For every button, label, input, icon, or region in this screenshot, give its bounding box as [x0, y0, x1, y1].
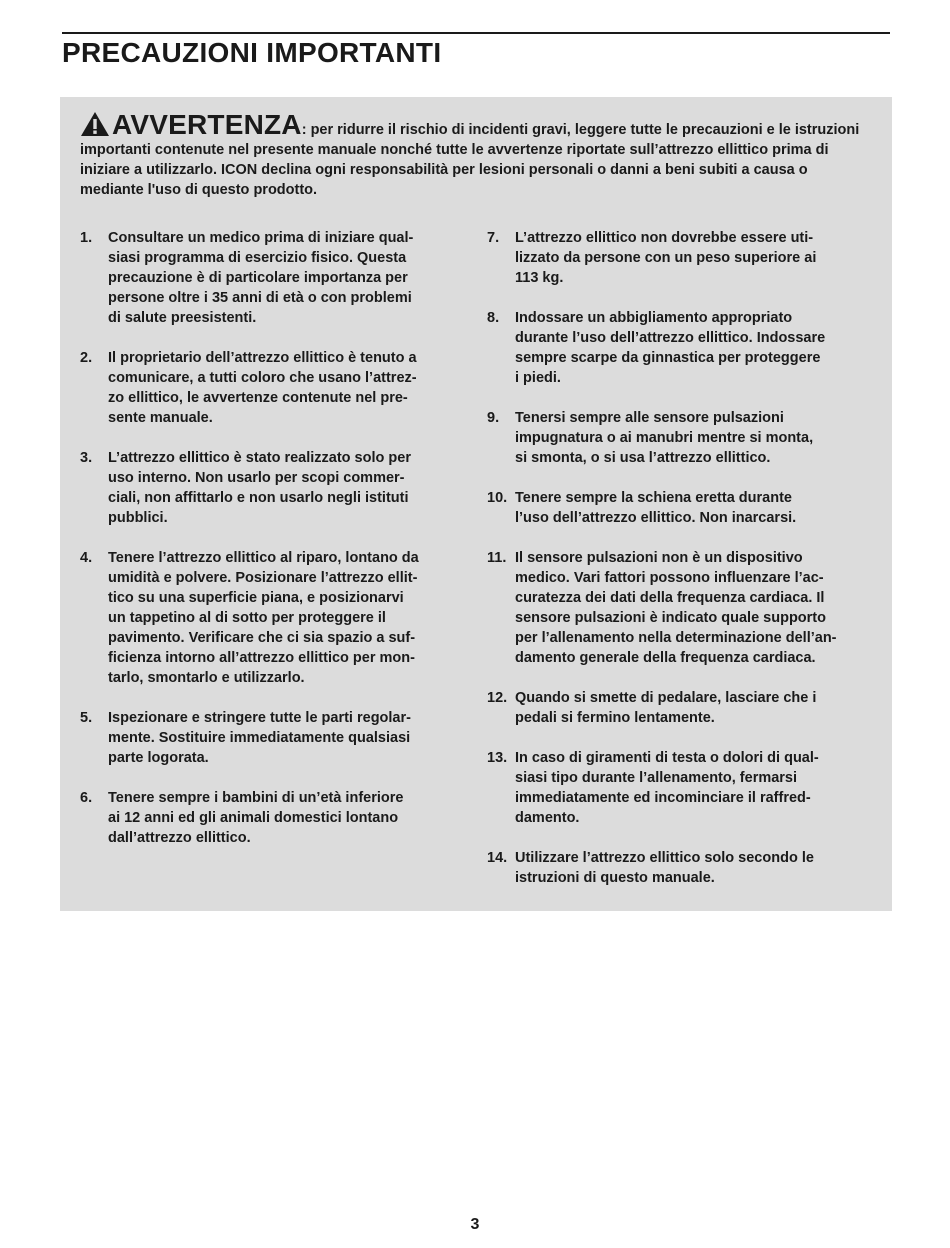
item-number: 13. — [487, 750, 508, 766]
item-text: Utilizzare l’attrezzo ellittico solo secondo le istruzioni di questo manuale. — [515, 850, 814, 886]
item-number: 10. — [487, 490, 508, 506]
item-text: In caso di giramenti di testa o dolori di qual- siasi tipo durante l’allenamento, fermarsi immediatamente ed incominciare il raffred- damento. — [515, 750, 819, 826]
warning-box — [60, 97, 892, 911]
page-title: PRECAUZIONI IMPORTANTI — [62, 37, 442, 68]
item-number: 11. — [487, 550, 507, 566]
item-number: 3. — [80, 450, 93, 466]
item-number: 8. — [487, 310, 500, 326]
precaution-item — [80, 348, 460, 428]
item-text: L’attrezzo ellittico non dovrebbe essere uti- lizzato da persone con un peso superiore ai 113 kg. — [515, 230, 817, 286]
item-number: 9. — [487, 410, 500, 426]
top-rule — [62, 32, 890, 34]
item-number: 2. — [80, 350, 93, 366]
precautions-list-left — [80, 228, 460, 868]
precaution-item — [487, 848, 879, 888]
item-text: Il sensore pulsazioni non è un dispositivo medico. Vari fattori possono influenzare l’ac- curatezza dei dati della frequenza cardiaca. Il sensore pulsazioni è indicato quale supporto per l’allenamento nella determinazione dell’an- damento generale della frequenza cardiaca. — [515, 550, 837, 666]
warning-intro — [80, 111, 872, 200]
precaution-item — [80, 708, 460, 768]
item-number: 6. — [80, 790, 93, 806]
item-text: Consultare un medico prima di iniziare qual- siasi programma di esercizio fisico. Questa precauzione è di particolare importanza per persone oltre i 35 anni di età o con problemi di salute preesistenti. — [108, 230, 414, 326]
warning-word: AVVERTENZA — [112, 109, 302, 140]
item-number: 5. — [80, 710, 93, 726]
precaution-item — [487, 488, 879, 528]
item-text: L’attrezzo ellittico è stato realizzato solo per uso interno. Non usarlo per scopi commer- ciali, non affittarlo e non usarlo negli istituti pubblici. — [108, 450, 411, 526]
item-number: 1. — [80, 230, 93, 246]
precaution-item — [80, 788, 460, 848]
item-text: Ispezionare e stringere tutte le parti regolar- mente. Sostituire immediatamente qualsiasi parte logorata. — [108, 710, 411, 766]
item-text: Tenersi sempre alle sensore pulsazioni impugnatura o ai manubri mentre si monta, si smonta, o si usa l’attrezzo ellittico. — [515, 410, 814, 466]
page-number: 3 — [470, 1216, 480, 1233]
item-text: Quando si smette di pedalare, lasciare che i pedali si fermino lentamente. — [515, 690, 817, 726]
warning-triangle-icon — [80, 111, 110, 137]
precaution-item — [487, 308, 879, 388]
precaution-item — [80, 448, 460, 528]
item-number: 4. — [80, 550, 93, 566]
precaution-item — [80, 228, 460, 328]
warning-text: : per ridurre il rischio di incidenti gravi, leggere tutte le precauzioni e le istruzioni importanti contenute nel presente manuale nonché tutte le avvertenze riportate sull’attrezzo ellittico prima di iniziare a utilizzarlo. ICON declina ogni responsabilità per lesioni personali o danni a beni subiti a causa o mediante l'uso di questo prodotto. — [80, 122, 860, 198]
item-text: Tenere l’attrezzo ellittico al riparo, lontano da umidità e polvere. Posizionare l’attrezzo ellit- tico su una superficie piana, e posizionarvi un tappetino al di sotto per proteggere il pavimento. Verificare che ci sia spazio a suf- ficienza intorno all’attrezzo ellittico per mon- tarlo, smontarlo e utilizzarlo. — [108, 550, 419, 686]
item-number: 7. — [487, 230, 500, 246]
precautions-list-right — [487, 228, 879, 908]
precaution-item — [80, 548, 460, 688]
item-number: 12. — [487, 690, 508, 706]
precaution-item — [487, 408, 879, 468]
item-text: Tenere sempre i bambini di un’età inferiore ai 12 anni ed gli animali domestici lontano dall’attrezzo ellittico. — [108, 790, 404, 846]
precaution-item — [487, 688, 879, 728]
precaution-item — [487, 548, 879, 668]
item-number: 14. — [487, 850, 508, 866]
item-text: Il proprietario dell’attrezzo ellittico è tenuto a comunicare, a tutti coloro che usano l’attrez- zo ellittico, le avvertenze contenute nel pre- sente manuale. — [108, 350, 417, 426]
precaution-item — [487, 748, 879, 828]
item-text: Indossare un abbigliamento appropriato durante l’uso dell’attrezzo ellittico. Indossare sempre scarpe da ginnastica per proteggere i piedi. — [515, 310, 826, 386]
item-text: Tenere sempre la schiena eretta durante l’uso dell’attrezzo ellittico. Non inarcarsi. — [515, 490, 797, 526]
precaution-item — [487, 228, 879, 288]
